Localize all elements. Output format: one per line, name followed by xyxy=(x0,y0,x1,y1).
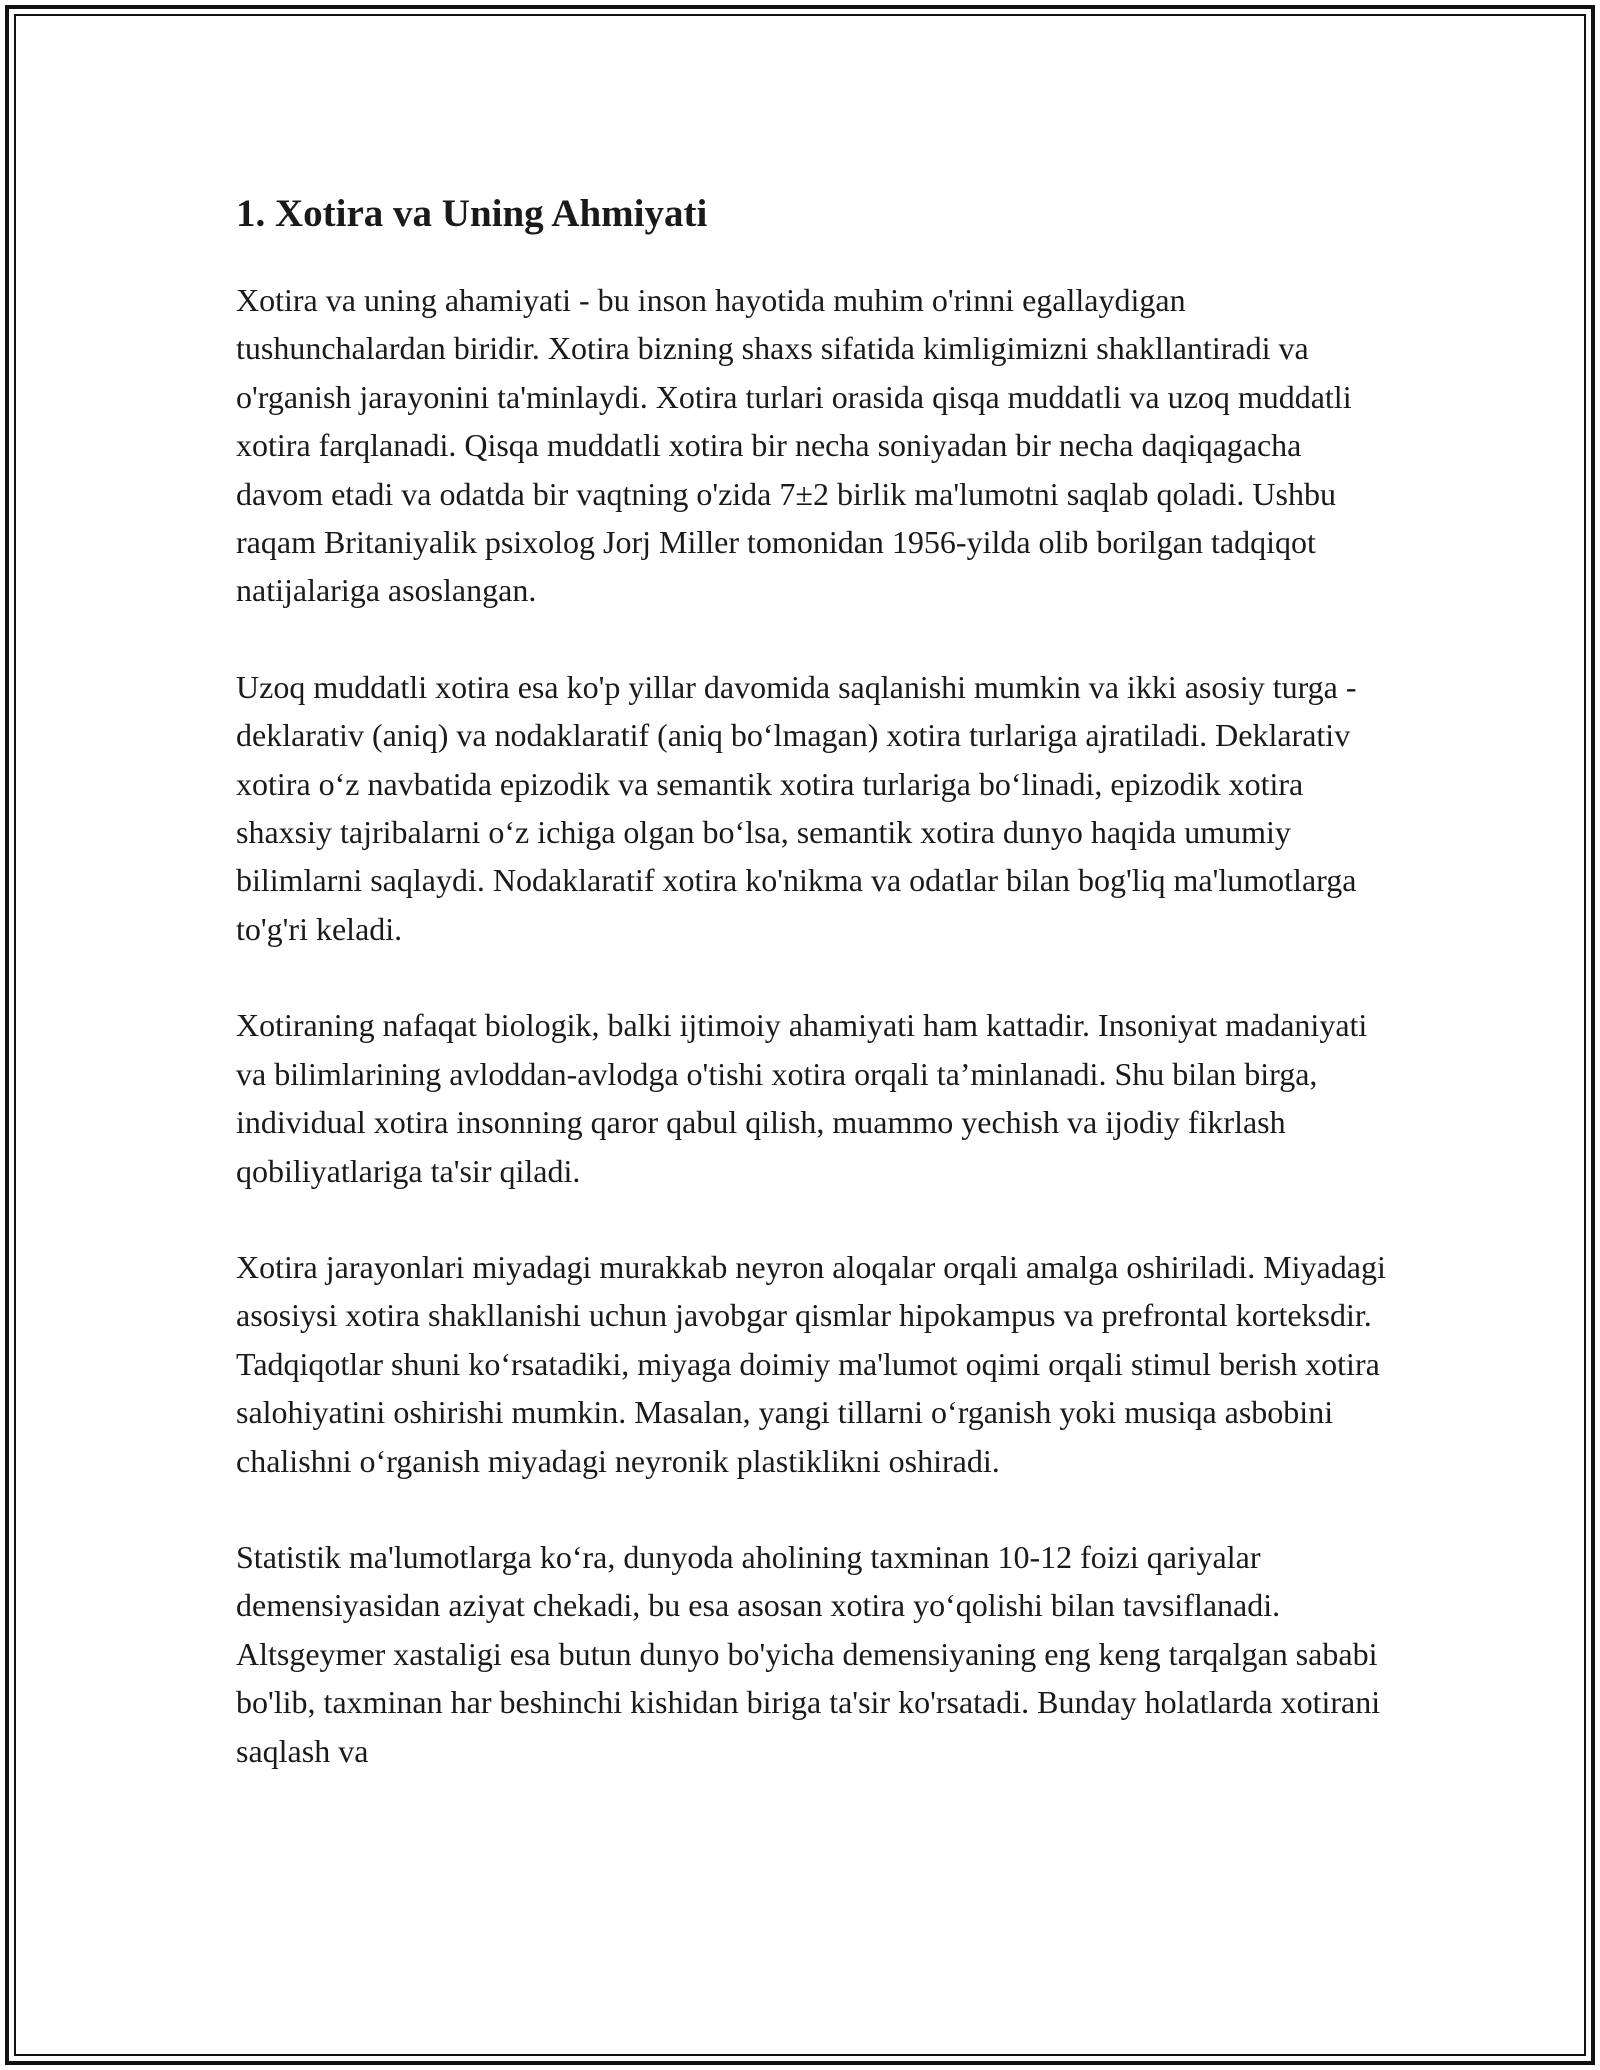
document-body xyxy=(236,186,1386,1775)
section-title: 1. Xotira va Uning Ahmiyati xyxy=(236,192,708,235)
paragraph-1: Xotira va uning ahamiyati - bu inson hayotida muhim o'rinni egallaydigan tushunchalardan biridir. Xotira bizning shaxs sifatida kimligimizni shakllantiradi va o'rganish jarayonini ta'minlaydi. Xotira turlari orasida qisqa muddatli va uzoq muddatli xotira farqlanadi. Qisqa muddatli xotira bir necha soniyadan bir necha daqiqagacha davom etadi va odatda bir vaqtning o'zida 7±2 birlik ma'lumotni saqlab qoladi. Ushbu raqam Britaniyalik psixolog Jorj Miller tomonidan 1956-yilda olib borilgan tadqiqot natijalariga asoslangan. xyxy=(236,282,1352,609)
paragraph-4: Xotira jarayonlari miyadagi murakkab neyron aloqalar orqali amalga oshiriladi. Miyadagi asosiysi xotira shakllanishi uchun javobgar qismlar hipokampus va prefrontal korteksdir. Tadqiqotlar shuni ko‘rsatadiki, miyaga doimiy ma'lumot oqimi orqali stimul berish xotira salohiyatini oshirishi mumkin. Masalan, yangi tillarni o‘rganish yoki musiqa asbobini chalishni o‘rganish miyadagi neyronik plastiklikni oshiradi. xyxy=(236,1248,1386,1479)
paragraph-3: Xotiraning nafaqat biologik, balki ijtimoiy ahamiyati ham kattadir. Insoniyat madaniyati va bilimlarining avloddan-avlodga o'tishi xotira orqali ta’minlanadi. Shu bilan birga, individual xotira insonning qaror qabul qilish, muammo yechish va ijodiy fikrlash qobiliyatlariga ta'sir qiladi. xyxy=(236,1007,1368,1189)
paragraph-2: Uzoq muddatli xotira esa ko'p yillar davomida saqlanishi mumkin va ikki asosiy turga - deklarativ (aniq) va nodaklaratif (aniq bo‘lmagan) xotira turlariga ajratiladi. Deklarativ xotira o‘z navbatida epizodik va semantik xotira turlariga bo‘linadi, epizodik xotira shaxsiy tajribalarni o‘z ichiga olgan bo‘lsa, semantik xotira dunyo haqida umumiy bilimlarni saqlaydi. Nodaklaratif xotira ko'nikma va odatlar bilan bog'liq ma'lumotlarga to'g'ri keladi. xyxy=(236,668,1357,947)
paragraph-5: Statistik ma'lumotlarga ko‘ra, dunyoda aholining taxminan 10-12 foizi qariyalar demensiyasidan aziyat chekadi, bu esa asosan xotira yo‘qolishi bilan tavsiflanadi. Altsgeymer xastaligi esa butun dunyo bo'yicha demensiyaning eng keng tarqalgan sababi bo'lib, taxminan har beshinchi kishidan biriga ta'sir ko'rsatadi. Bunday holatlarda xotirani saqlash va xyxy=(236,1538,1381,1769)
